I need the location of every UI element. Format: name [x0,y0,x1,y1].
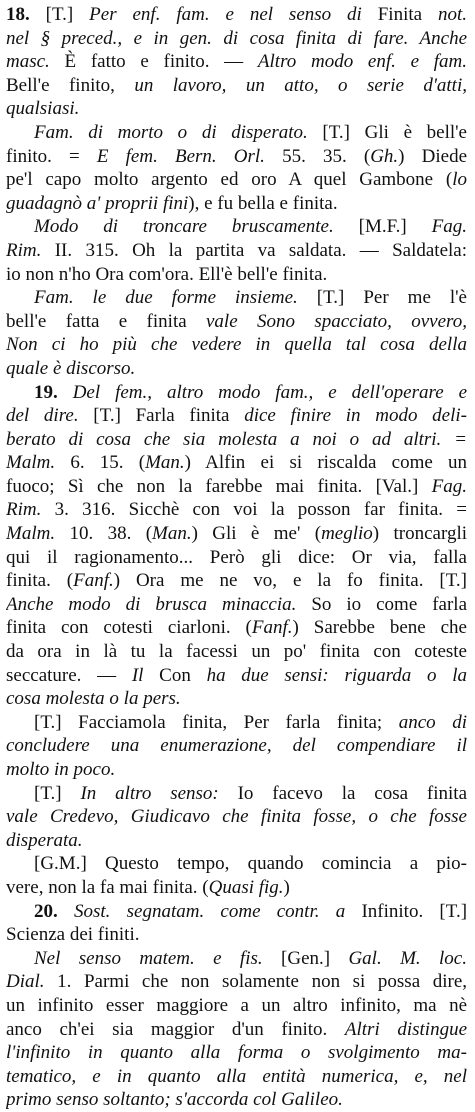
text-run: [T.] Facciamola finita, Per farla finita; [34,711,399,733]
text-run: quale è discorso. [6,357,136,379]
text-run: del dire. [6,405,94,427]
text-run: Modo di troncare bruscamente. [34,216,359,238]
text-run: Malm. [6,452,71,474]
text-line [6,357,467,381]
text-run: Fam. le due forme insieme. [34,287,317,309]
text-line [6,876,467,900]
text-line [6,734,467,758]
text-line [6,1041,467,1065]
text-run: finito. = [6,145,97,167]
text-run: molto in poco. [6,759,116,780]
text-run: ) [283,876,290,898]
text-run: E fem. Bern. Orl. [96,145,283,167]
text-run: vale [206,310,257,332]
text-run [58,382,73,403]
text-run: [T.] [29,4,90,25]
text-run: bell'e fatta e finita [6,310,206,332]
text-line [6,333,467,357]
entry-number: 18. [6,4,30,25]
text-run: [M.F.] [358,216,432,238]
entry-number: 20. [34,900,58,922]
text-run: [T.] Farla finita [93,405,245,427]
text-run: Fag. [431,475,467,497]
text-run: concludere una enumerazione, del compendiare il [6,735,467,757]
text-line [6,569,467,593]
text-run: Scienza dei finiti. [6,924,140,946]
text-run: seccature. — [6,664,132,686]
text-run: Fanf. [73,570,114,592]
text-run: masc. [6,51,65,73]
text-run: ) Alfin ei si riscalda come un [184,452,467,474]
text-line [6,215,467,239]
text-line [6,900,467,924]
text-run: vere, non la fa mai finita. ( [6,876,209,898]
text-line [6,381,467,405]
text-run: Dial. [6,971,58,993]
text-run: in quanto alla forma o svolgimento ma- [87,1042,467,1064]
text-run: Altro modo enf. e fam. [257,51,467,73]
text-run: [T.] [34,782,81,804]
text-run: da ora in là tu la facessi un po' finita con coteste [6,641,467,663]
text-line [6,711,467,735]
text-line [6,121,467,145]
text-run: ) Diede [398,145,467,167]
text-run: Altri distingue [344,1018,467,1040]
text-run: È fatto e finito. — [64,51,258,73]
text-run: II. 315. Oh la partita va saldata. — Saldatela: [54,239,467,261]
text-line [6,640,467,664]
text-line [6,546,467,570]
text-line [6,27,467,51]
text-line [6,805,467,829]
text-run: berato di cosa che sia molesta a noi o ad altri. = [6,428,467,450]
text-line [6,616,467,640]
text-run: Credevo, Giudicavo che finita fosse, o che fosse [49,806,467,828]
text-run: disperata. [6,829,83,851]
text-run: Non ci ho più che vedere in quella tal cosa della [6,334,467,356]
text-run: Quasi fig. [208,876,284,898]
text-run: vale [6,806,50,828]
text-line [6,522,467,546]
text-run: anco ch'ei sia maggior d'un finito. [6,1018,345,1040]
text-line [6,829,467,853]
text-run: 1. Parmi che non solamente non si possa dire, [57,971,467,993]
text-line [6,428,467,452]
text-run: ) Sarebbe bene che [292,617,467,639]
text-line [6,286,467,310]
text-run: Nel senso matem. e fis. [34,947,282,969]
text-line [6,1088,467,1112]
text-run: [T.] Gli è bell'e [322,121,467,143]
text-run: Gal. M. loc. [348,947,467,969]
text-run: Rim. [6,239,55,261]
text-line [6,970,467,994]
text-run: Sono spacciato, ovvero, [257,310,467,332]
text-run: tematico, e in quanto alla entità numerica, e, nel [6,1065,467,1087]
text-run: ) Ora me ne vo, e la fo finita. [T.] [113,570,467,592]
text-line [6,782,467,806]
text-line [6,74,467,98]
text-line [6,404,467,428]
text-run: Fanf. [251,617,293,639]
text-line [6,852,467,876]
text-run: Io facevo la cosa finita [237,782,467,804]
text-line [6,923,467,947]
text-run: pe'l capo molto argento ed oro A quel Gambone ( [6,169,453,191]
text-run: io non n'ho Ora com'ora. Ell'è bell'e finita. [6,263,328,285]
text-run: 3. 316. Sicchè con voi la posson far finita. = [54,499,467,521]
text-line [6,50,467,74]
text-line [6,310,467,334]
text-run: fuoco; Sì che non la farebbe mai finita. [Val.] [6,475,432,497]
text-run: ), e fu bella e finita. [188,192,338,214]
text-line [6,947,467,971]
text-run: Fam. di morto o di disperato. [34,121,323,143]
text-run: Con [159,664,207,686]
text-run: Del fem., altro modo fam., e dell'operare e [72,381,467,403]
text-line [6,451,467,475]
text-run [58,901,74,922]
text-run: qui il ragionamento... Però gli dice: Or via, falla [6,546,467,568]
text-line [6,97,467,121]
text-line [6,758,467,782]
text-run: anco di [398,711,467,733]
text-run: un infinito esser maggiore a un altro infinito, ma nè [6,994,467,1016]
text-run: Il [131,664,160,686]
text-run: Gh. [370,145,399,167]
text-run: ha due sensi: riguarda o la [206,664,467,686]
text-run: In altro senso: [80,782,238,804]
text-line [6,498,467,522]
text-line [6,1018,467,1042]
text-run: Per enf. fam. e nel senso di [89,4,378,25]
text-run: primo senso soltanto; s'accorda col Galileo. [6,1089,343,1111]
text-line [6,3,467,27]
text-run: ) Gli è me' ( [191,523,322,545]
text-run: un lavoro, un atto, o serie d'atti, [134,74,467,96]
text-run: 55. 35. ( [282,145,371,167]
text-run: 10. 38. ( [69,523,153,545]
text-line [6,664,467,688]
text-run: meglio [321,523,373,545]
text-run: Sost. segnatam. come contr. a [73,900,362,922]
text-run: l'infinito [6,1042,88,1064]
text-run: Infinito. [T.] [361,900,467,922]
text-run: cosa molesta o la pers. [6,688,181,710]
text-run: Malm. [6,523,70,545]
text-run: Anche modo di brusca minaccia. [6,593,312,615]
text-run: Finita [377,4,438,25]
text-line [6,687,467,711]
text-line [6,239,467,263]
text-line [6,168,467,192]
text-run: dice finire in modo deli- [244,405,467,427]
text-line [6,994,467,1018]
text-line [6,145,467,169]
text-run: qualsiasi. [6,98,80,120]
text-run: finita. ( [6,570,74,592]
text-run: Man. [152,523,192,545]
text-line [6,192,467,216]
text-run: Rim. [6,499,55,521]
text-run: nel § preced., e in gen. di cosa finita di fare. Anche [6,27,467,49]
text-run: [T.] Per me l'è [316,287,467,309]
text-run: [G.M.] Questo tempo, quando comincia a pio- [34,853,467,875]
text-run: So io come farla [311,593,467,615]
text-run: Bell'e finito, [6,74,135,96]
text-run: Fag. [431,216,467,238]
entry-number: 19. [34,381,58,403]
text-run: not. [437,4,467,25]
text-run: finita con cotesti ciarloni. ( [6,617,252,639]
text-run: 6. 15. ( [70,452,146,474]
text-run: [Gen.] [281,947,349,969]
text-run: guadagnò a' proprii fini [6,192,189,214]
text-line [6,1065,467,1089]
text-line [6,263,467,287]
text-line [6,593,467,617]
text-run: Man. [145,452,185,474]
text-run: lo [452,169,467,191]
text-line [6,475,467,499]
text-run: ) troncargli [372,523,467,545]
